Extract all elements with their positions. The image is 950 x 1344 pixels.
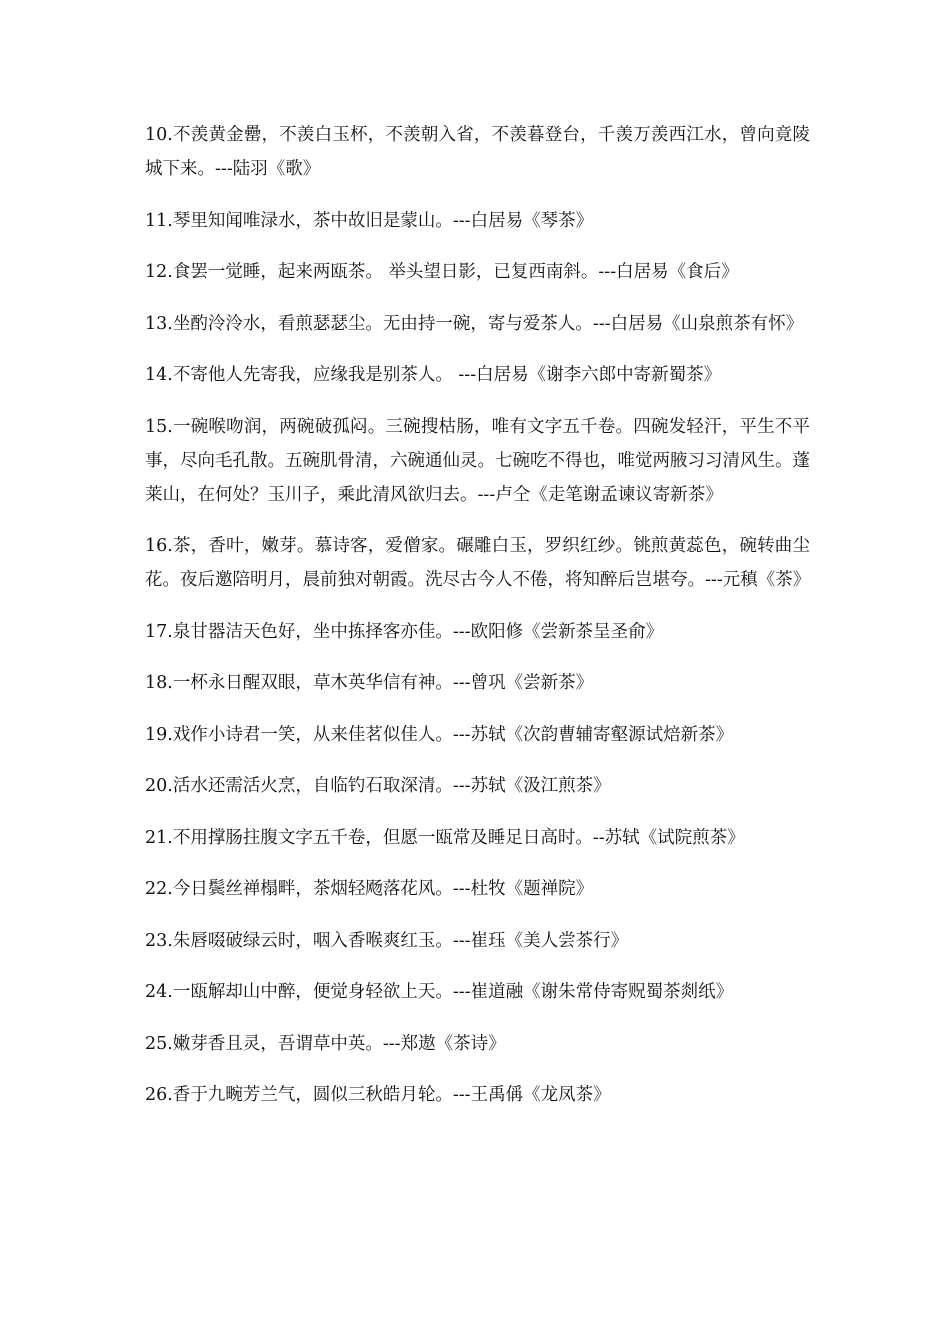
poem-entry-18: 18.一杯永日醒双眼，草木英华信有神。---曾巩《尝新茶》 (145, 673, 594, 693)
poem-entry-16: 16.茶，香叶，嫩芽。慕诗客，爱僧家。碾雕白玉，罗织红纱。铫煎黄蕊色，碗转曲尘花。夜后邀陪明月，晨前独对朝霞。洗尽古今人不倦，将知醉后岂堪夸。---元稹《茶》 (145, 536, 811, 590)
poem-entry-12: 12.食罢一觉睡，起来两瓯茶。 举头望日影，已复西南斜。---白居易《食后》 (145, 262, 739, 282)
poem-entry-22: 22.今日鬓丝禅榻畔，茶烟轻飏落花风。---杜牧《题禅院》 (145, 879, 594, 899)
poem-entry-17: 17.泉甘器洁天色好，坐中拣择客亦佳。---欧阳修《尝新茶呈圣俞》 (145, 621, 664, 642)
poem-entry-10: 10.不羡黄金罍，不羡白玉杯，不羡朝入省，不羡暮登台，千羡万羡西江水，曾向竟陵城下来。---陆羽《歌》 (145, 125, 810, 179)
poem-entry-25: 25.嫩芽香且灵，吾谓草中英。---郑遨《茶诗》 (145, 1033, 506, 1054)
poem-entry-19: 19.戏作小诗君一笑，从来佳茗似佳人。---苏轼《次韵曹辅寄壑源试焙新茶》 (145, 724, 734, 745)
poem-entry-11: 11.琴里知闻唯渌水，茶中故旧是蒙山。---白居易《琴茶》 (145, 210, 594, 231)
poem-entry-14: 14.不寄他人先寄我，应缘我是别茶人。 ---白居易《谢李六郎中寄新蜀茶》 (145, 365, 722, 385)
poem-entry-21: 21.不用撑肠拄腹文字五千卷，但愿一瓯常及睡足日高时。--苏轼《试院煎茶》 (145, 827, 745, 848)
poem-entry-26: 26.香于九畹芳兰气，圆似三秋皓月轮。---王禹偁《龙凤茶》 (145, 1085, 611, 1105)
poem-entry-15: 15.一碗喉吻润，两碗破孤闷。三碗搜枯肠，唯有文字五千卷。四碗发轻汗，平生不平事，尽向毛孔散。五碗肌骨清，六碗通仙灵。七碗吃不得也，唯觉两腋习习清风生。蓬莱山，在何处？玉川子，乘此清风欲归去。---卢仝《走笔谢孟谏议寄新茶》 (145, 416, 810, 505)
poem-entry-20: 20.活水还需活火烹，自临钓石取深清。---苏轼《汲江煎茶》 (145, 776, 611, 796)
poem-entry-24: 24.一瓯解却山中醉，便觉身轻欲上天。---崔道融《谢朱常侍寄贶蜀茶剡纸》 (145, 982, 734, 1002)
poem-entry-13: 13.坐酌泠泠水，看煎瑟瑟尘。无由持一碗，寄与爱茶人。---白居易《山泉煎茶有怀》 (145, 313, 804, 334)
poem-list (145, 118, 810, 1130)
poem-entry-23: 23.朱唇啜破绿云时，咽入香喉爽红玉。---崔珏《美人尝茶行》 (145, 930, 629, 951)
